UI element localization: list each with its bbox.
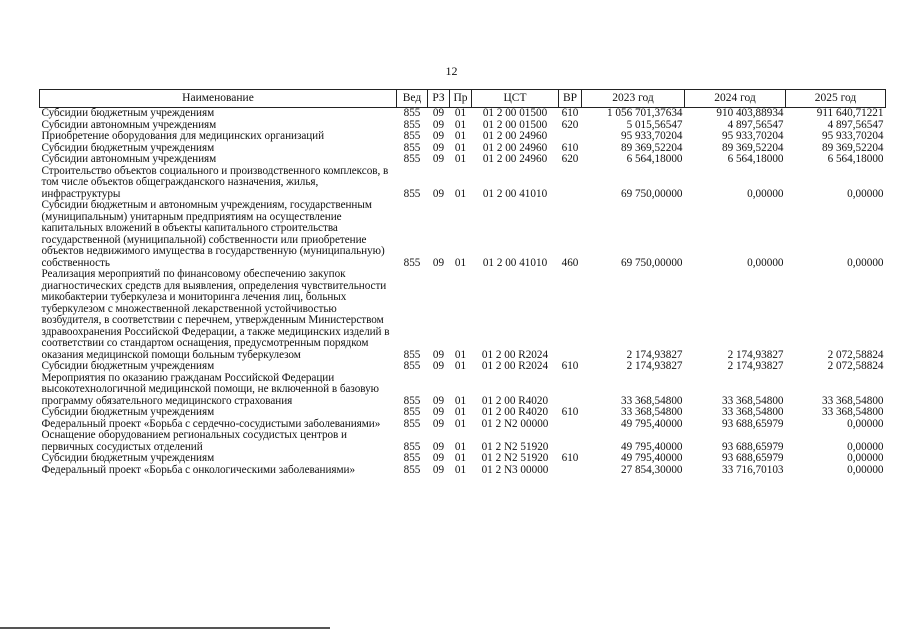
row-pr: 01: [454, 463, 467, 476]
row-cst: 01 2 00 24960: [482, 130, 548, 142]
budget-table: [39, 89, 886, 476]
row-vr: 620: [561, 153, 579, 165]
table-row: [40, 453, 886, 465]
row-vr: 620: [561, 118, 579, 131]
row-cst: 01 2 00 41010: [482, 256, 548, 269]
row-rz: 09: [432, 440, 445, 453]
row-cst: 01 2 00 R4020: [481, 406, 549, 418]
row-name: Реализация мероприятий по финансовому обеспечению закупок диагностических средств для выявления, определения чувствительности микобактерии туберкулеза и мониторинга лечения лиц, больных туберкулезом с множественной лекарственной устойчивостью возбудителя, в соответствии с перечнем, утвержденным Министерством здравоохранения Российской Федерации, а также медицинских изделий в соответствии со стандартом оснащения, предусмотренным порядком оказания медицинской помощи больным туберкулезом: [41, 268, 390, 361]
header-cst: ЦСТ: [472, 90, 559, 108]
row-name: Мероприятия по оказанию гражданам Российской Федерации высокотехнологичной медицинской помощи, не включенной в базовую программу обязательного медицинского страхования: [41, 371, 379, 407]
row-rz: 09: [432, 348, 445, 361]
table-row: [40, 361, 886, 373]
row-ved: 855: [403, 153, 421, 165]
row-2023: 27 854,30000: [620, 463, 683, 476]
row-rz: 09: [432, 463, 445, 476]
row-2023: 6 564,18000: [626, 153, 683, 165]
row-name: Субсидии автономным учреждениям: [41, 153, 217, 165]
row-rz: 09: [432, 118, 445, 131]
row-name: Федеральный проект «Борьба с сердечно-сосудистыми заболеваниями»: [41, 417, 381, 430]
row-ved: 855: [403, 360, 421, 372]
row-cst: 01 2 00 24960: [482, 153, 548, 165]
row-vr: [559, 465, 582, 477]
row-2024: 0,00000: [747, 256, 784, 269]
footer-divider: [0, 627, 330, 629]
table-row: [40, 269, 886, 361]
row-ved: 855: [403, 187, 421, 200]
row-ved: 855: [403, 118, 421, 131]
row-rz: 09: [432, 187, 445, 200]
row-vr: 460: [561, 256, 579, 269]
row-vr: 610: [561, 141, 579, 154]
row-2023: 5 015,56547: [626, 118, 683, 131]
header-pr: Пр: [450, 90, 472, 108]
table-row: [40, 166, 886, 201]
row-2024: 910 403,88934: [716, 107, 784, 119]
row-2023: 49 795,40000: [620, 440, 683, 453]
row-name: Субсидии бюджетным учреждениям: [41, 141, 215, 154]
row-2025: 0,00000: [847, 452, 884, 464]
row-2024: 33 368,54800: [721, 406, 784, 418]
row-2025: 33 368,54800: [821, 394, 884, 407]
row-vr: 610: [561, 107, 579, 119]
row-cst: 01 2 00 24960: [482, 141, 548, 154]
header-name: Наименование: [40, 90, 397, 108]
row-name: Субсидии бюджетным учреждениям: [41, 406, 215, 418]
row-cst: 01 2 N2 51920: [481, 452, 549, 464]
row-vr: [559, 166, 582, 201]
row-pr: 01: [454, 107, 467, 119]
row-ved: 855: [403, 463, 421, 476]
table-row: [40, 465, 886, 477]
row-2025: 0,00000: [847, 187, 884, 200]
row-pr: 01: [454, 141, 467, 154]
row-vr: 610: [561, 360, 579, 372]
table-row: [40, 373, 886, 408]
row-pr: 01: [454, 452, 467, 464]
row-vr: [559, 419, 582, 431]
table-header-row: [40, 90, 886, 108]
row-name: Строительство объектов социального и производственного комплексов, в том числе объектов общегражданского назначения, жилья, инфраструктуры: [41, 164, 389, 200]
row-rz: 09: [432, 417, 445, 430]
row-ved: 855: [403, 452, 421, 464]
row-name: Субсидии бюджетным учреждениям: [41, 360, 215, 372]
row-rz: 09: [432, 256, 445, 269]
row-2024: 4 897,56547: [727, 118, 784, 131]
row-vr: [559, 131, 582, 143]
row-ved: 855: [403, 440, 421, 453]
row-rz: 09: [432, 406, 445, 418]
row-name: Оснащение оборудованием региональных сосудистых центров и первичных сосудистых отделений: [41, 429, 347, 453]
row-cst: 01 2 00 R2024: [481, 360, 549, 372]
row-2025: 911 640,71221: [816, 107, 884, 119]
row-2025: 0,00000: [847, 256, 884, 269]
row-vr: 610: [561, 406, 579, 418]
table-row: [40, 154, 886, 166]
row-rz: 09: [432, 130, 445, 142]
page-number: 12: [445, 64, 458, 78]
row-2024: 95 933,70204: [721, 130, 784, 142]
row-pr: 01: [454, 417, 467, 430]
row-cst: 01 2 00 R2024: [481, 348, 549, 361]
header-2024: 2024 год: [685, 90, 786, 108]
row-name: Субсидии бюджетным учреждениям: [41, 107, 215, 119]
row-2024: 33 368,54800: [721, 394, 784, 407]
row-vr: 610: [561, 452, 579, 464]
row-rz: 09: [432, 153, 445, 165]
row-2024: 2 174,93827: [727, 348, 784, 361]
row-pr: 01: [454, 440, 467, 453]
row-pr: 01: [454, 394, 467, 407]
row-pr: 01: [454, 406, 467, 418]
row-cst: 01 2 00 41010: [482, 187, 548, 200]
row-ved: 855: [403, 107, 421, 119]
row-2024: 93 688,65979: [721, 417, 784, 430]
table-row: [40, 108, 886, 120]
row-pr: 01: [454, 130, 467, 142]
row-vr: [559, 269, 582, 361]
row-rz: 09: [432, 394, 445, 407]
row-2024: 93 688,65979: [721, 440, 784, 453]
row-ved: 855: [403, 130, 421, 142]
row-2023: 1 056 701,37634: [606, 107, 683, 119]
row-2025: 0,00000: [847, 440, 884, 453]
row-pr: 01: [454, 256, 467, 269]
row-ved: 855: [403, 394, 421, 407]
row-cst: 01 2 N3 00000: [481, 463, 549, 476]
row-name: Субсидии бюджетным и автономным учреждениям, государственным (муниципальным) унитарным предприятиям на осуществление капитальных вложений в объекты капитального строительства государственной (муниципальной) собственности или приобретение объектов недвижимого имущества в государственную (муниципальную) собственность: [41, 199, 385, 269]
row-ved: 855: [403, 406, 421, 418]
row-name: Федеральный проект «Борьба с онкологическими заболеваниями»: [41, 463, 355, 476]
row-2023: 2 174,93827: [626, 360, 683, 372]
row-2025: 0,00000: [847, 463, 884, 476]
row-2023: 33 368,54800: [620, 406, 683, 418]
row-ved: 855: [403, 141, 421, 154]
header-2025: 2025 год: [786, 90, 886, 108]
header-vr: ВР: [559, 90, 582, 108]
row-2024: 89 369,52204: [721, 141, 784, 154]
row-2024: 0,00000: [747, 187, 784, 200]
row-pr: 01: [454, 348, 467, 361]
table-row: [40, 430, 886, 453]
row-2025: 6 564,18000: [827, 153, 884, 165]
row-rz: 09: [432, 107, 445, 119]
row-2023: 89 369,52204: [620, 141, 683, 154]
row-vr: [559, 430, 582, 453]
row-2023: 69 750,00000: [620, 187, 683, 200]
row-2023: 49 795,40000: [620, 452, 683, 464]
row-ved: 855: [403, 256, 421, 269]
header-ved: Вед: [397, 90, 428, 108]
table-row: [40, 200, 886, 269]
row-2024: 33 716,70103: [721, 463, 784, 476]
row-2024: 6 564,18000: [727, 153, 784, 165]
row-ved: 855: [403, 417, 421, 430]
row-pr: 01: [454, 118, 467, 131]
row-pr: 01: [454, 360, 467, 372]
row-2025: 2 072,58824: [827, 348, 884, 361]
row-vr: [559, 373, 582, 408]
row-cst: 01 2 N2 00000: [481, 417, 549, 430]
row-2023: 2 174,93827: [626, 348, 683, 361]
row-name: Субсидии автономным учреждениям: [41, 118, 217, 131]
header-2023: 2023 год: [582, 90, 685, 108]
row-2023: 49 795,40000: [620, 417, 683, 430]
row-2025: 2 072,58824: [827, 360, 884, 372]
row-2025: 95 933,70204: [821, 130, 884, 142]
header-rz: РЗ: [428, 90, 450, 108]
row-cst: 01 2 00 01500: [482, 118, 548, 131]
row-2024: 93 688,65979: [721, 452, 784, 464]
row-name: Приобретение оборудования для медицинских организаций: [41, 130, 325, 142]
row-cst: 01 2 N2 51920: [481, 440, 549, 453]
row-2024: 2 174,93827: [727, 360, 784, 372]
row-2025: 33 368,54800: [821, 406, 884, 418]
row-pr: 01: [454, 187, 467, 200]
row-2025: 89 369,52204: [821, 141, 884, 154]
row-2023: 33 368,54800: [620, 394, 683, 407]
table-row: [40, 131, 886, 143]
row-2025: 0,00000: [847, 417, 884, 430]
row-name: Субсидии бюджетным учреждениям: [41, 452, 215, 464]
row-2023: 95 933,70204: [620, 130, 683, 142]
row-ved: 855: [403, 348, 421, 361]
row-rz: 09: [432, 452, 445, 464]
table-row: [40, 407, 886, 419]
row-cst: 01 2 00 01500: [482, 107, 548, 119]
row-pr: 01: [454, 153, 467, 165]
row-2023: 69 750,00000: [620, 256, 683, 269]
row-2025: 4 897,56547: [827, 118, 884, 131]
row-rz: 09: [432, 141, 445, 154]
row-rz: 09: [432, 360, 445, 372]
row-cst: 01 2 00 R4020: [481, 394, 549, 407]
